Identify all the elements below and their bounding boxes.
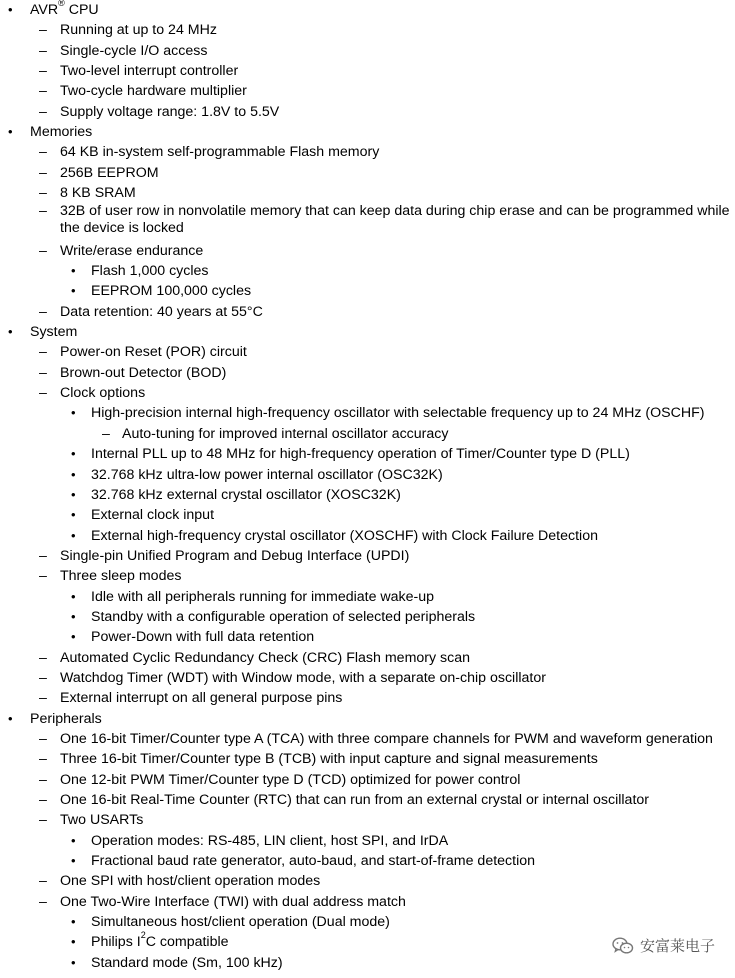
list-item-level-2 xyxy=(0,505,735,525)
list-item-level-1 xyxy=(0,648,735,668)
list-item-text: One 16-bit Timer/Counter type A (TCA) with three compare channels for PWM and waveform generation xyxy=(60,730,713,747)
bullet-icon: • xyxy=(71,283,76,299)
list-item-level-2 xyxy=(0,607,735,627)
list-item-text: Standard mode (Sm, 100 kHz) xyxy=(91,954,283,971)
list-item-level-1 xyxy=(0,41,735,61)
list-item-level-2 xyxy=(0,831,735,851)
list-item-level-3 xyxy=(0,424,735,444)
list-item-text: Philips $I^2C$ compatible xyxy=(91,930,229,951)
list-item-level-1 xyxy=(0,668,735,688)
list-item-text: Watchdog Timer (WDT) with Window mode, with a separate on-chip oscillator xyxy=(60,669,546,686)
list-item-level-1 xyxy=(0,892,735,912)
dash-icon: – xyxy=(39,303,47,320)
dash-icon: – xyxy=(39,83,47,100)
list-item-level-1 xyxy=(0,163,735,183)
list-item-text: 32.768 kHz external crystal oscillator (XOSC32K) xyxy=(91,486,401,503)
dash-icon: – xyxy=(39,164,47,181)
dash-icon: – xyxy=(39,812,47,829)
list-item-level-1 xyxy=(0,810,735,830)
bullet-icon: • xyxy=(71,405,76,421)
list-item-level-1 xyxy=(0,102,735,122)
list-item-level-1 xyxy=(0,302,735,322)
list-item-text: One SPI with host/client operation modes xyxy=(60,873,321,890)
dash-icon: – xyxy=(39,144,47,161)
list-item-text: 256B EEPROM xyxy=(60,164,159,181)
dash-icon: – xyxy=(39,751,47,768)
dash-icon: – xyxy=(39,649,47,666)
list-item-text: Data retention: 40 years at 55°C xyxy=(60,303,263,320)
watermark-text: 安富莱电子 xyxy=(639,938,715,955)
dash-icon: – xyxy=(39,63,47,80)
list-item-text: Peripherals xyxy=(30,710,102,727)
list-item-level-1 xyxy=(0,383,735,403)
list-item-text: Write/erase endurance xyxy=(60,242,204,259)
list-item-level-1 xyxy=(0,342,735,362)
list-item-text: 8 KB SRAM xyxy=(60,185,136,202)
list-item-text: Power-Down with full data retention xyxy=(91,629,315,646)
list-item-level-2 xyxy=(0,851,735,871)
dash-icon: – xyxy=(39,22,47,39)
dash-icon: – xyxy=(39,364,47,381)
dash-icon: – xyxy=(39,203,47,220)
list-item-text: One 12-bit PWM Timer/Counter type D (TCD) optimized for power control xyxy=(60,771,521,788)
list-item-text: Fractional baud rate generator, auto-baud, and start-of-frame detection xyxy=(91,853,536,870)
list-item-text: EEPROM 100,000 cycles xyxy=(91,283,252,300)
list-item-text: System xyxy=(30,324,78,341)
list-item-level-2 xyxy=(0,485,735,505)
list-item-text: Three sleep modes xyxy=(60,568,182,585)
bullet-icon: • xyxy=(71,263,76,279)
dash-icon: – xyxy=(39,185,47,202)
bullet-icon: • xyxy=(8,710,13,726)
list-item-text: Two USARTs xyxy=(60,812,144,829)
list-item-text: Memories xyxy=(30,124,93,141)
list-item-level-2 xyxy=(0,526,735,546)
list-item-level-2 xyxy=(0,587,735,607)
list-item-level-1 xyxy=(0,363,735,383)
list-item-text: Operation modes: RS-485, LIN client, host SPI, and IrDA xyxy=(91,832,449,849)
list-item-level-1 xyxy=(0,20,735,40)
bullet-icon: • xyxy=(71,608,76,624)
list-item-level-1 xyxy=(0,790,735,810)
dash-icon: – xyxy=(102,425,110,442)
bullet-icon: • xyxy=(8,2,13,17)
list-item-text: Auto-tuning for improved internal oscillator accuracy xyxy=(122,425,449,442)
bullet-icon: • xyxy=(8,124,13,140)
list-item-text: High-precision internal high-frequency oscillator with selectable frequency up to 24 MHz (OSCHF) xyxy=(91,405,705,422)
dash-icon: – xyxy=(39,242,47,259)
list-item-text: Simultaneous host/client operation (Dual mode) xyxy=(91,914,390,931)
list-item-level-2 xyxy=(0,403,735,423)
list-item-level-1 xyxy=(0,183,735,203)
list-item-level-2 xyxy=(0,465,735,485)
list-item-level-0 xyxy=(0,0,735,20)
list-item-text: 64 KB in-system self-programmable Flash memory xyxy=(60,144,380,161)
dash-icon: – xyxy=(39,385,47,402)
dash-icon: – xyxy=(39,547,47,564)
list-item-level-1 xyxy=(0,81,735,101)
list-item-level-1 xyxy=(0,546,735,566)
dash-icon: – xyxy=(39,690,47,707)
list-item-text: One Two-Wire Interface (TWI) with dual address match xyxy=(60,893,406,910)
dash-icon: – xyxy=(39,893,47,910)
list-item-level-2 xyxy=(0,912,735,932)
list-item-text: Flash 1,000 cycles xyxy=(91,263,209,280)
bullet-icon: • xyxy=(71,629,76,645)
list-item-text: One 16-bit Real-Time Counter (RTC) that can run from an external crystal or internal oscillator xyxy=(60,792,650,809)
list-item-text: 32.768 kHz ultra-low power internal oscillator (OSC32K) xyxy=(91,466,443,483)
bullet-icon: • xyxy=(71,853,76,869)
list-item-text: Standby with a configurable operation of selected peripherals xyxy=(91,608,476,625)
list-item-level-1 xyxy=(0,566,735,586)
dash-icon: – xyxy=(39,42,47,59)
list-item-text: External clock input xyxy=(91,507,215,524)
list-item-level-2 xyxy=(0,281,735,301)
bullet-icon: • xyxy=(71,466,76,482)
bullet-icon: • xyxy=(71,507,76,523)
dash-icon: – xyxy=(39,103,47,120)
list-item-level-1 xyxy=(0,203,735,220)
list-item-text: Two-cycle hardware multiplier xyxy=(60,83,247,100)
list-item-text: External interrupt on all general purpose pins xyxy=(60,690,343,707)
list-item-level-1 xyxy=(0,770,735,790)
list-item-level-1 xyxy=(0,142,735,162)
list-item-text: 32B of user row in nonvolatile memory that can keep data during chip erase and can be programmed while xyxy=(60,203,730,220)
list-item-text: Running at up to 24 MHz xyxy=(60,22,217,39)
superscript: ® xyxy=(58,0,65,8)
dash-icon: – xyxy=(39,568,47,585)
list-item-level-1 xyxy=(0,241,735,261)
list-item-text: Internal PLL up to 48 MHz for high-frequency operation of Timer/Counter type D (PLL) xyxy=(91,446,630,463)
bullet-icon: • xyxy=(8,324,13,340)
bullet-icon: • xyxy=(71,446,76,462)
list-item-level-1 xyxy=(0,871,735,891)
list-item-text: Clock options xyxy=(60,385,146,402)
dash-icon: – xyxy=(39,730,47,747)
list-item-text: Three 16-bit Timer/Counter type B (TCB) with input capture and signal measurements xyxy=(60,751,598,768)
bullet-icon: • xyxy=(71,934,76,950)
bullet-icon: • xyxy=(71,914,76,930)
watermark xyxy=(612,935,715,956)
list-item-text: Idle with all peripherals running for immediate wake-up xyxy=(91,588,435,605)
dash-icon: – xyxy=(39,873,47,890)
list-item-text: External high-frequency crystal oscillator (XOSCHF) with Clock Failure Detection xyxy=(91,527,598,544)
bullet-icon: • xyxy=(71,832,76,848)
list-item-text: the device is locked xyxy=(60,220,184,237)
list-item-level-1 xyxy=(0,729,735,749)
dash-icon: – xyxy=(39,792,47,809)
list-item-text: Single-pin Unified Program and Debug Interface (UPDI) xyxy=(60,547,410,564)
list-item-level-2 xyxy=(0,444,735,464)
bullet-icon: • xyxy=(71,527,76,543)
bullet-icon: • xyxy=(71,588,76,604)
list-item-level-1 xyxy=(0,688,735,708)
list-item-level-1 xyxy=(0,61,735,81)
list-item-level-0 xyxy=(0,709,735,729)
list-item-text: Supply voltage range: 1.8V to 5.5V xyxy=(60,103,280,120)
superscript: 2 xyxy=(140,930,146,941)
list-item-text: Automated Cyclic Redundancy Check (CRC) Flash memory scan xyxy=(60,649,471,666)
wechat-icon xyxy=(612,937,634,955)
bullet-icon: • xyxy=(71,486,76,502)
list-item-text: Brown-out Detector (BOD) xyxy=(60,364,227,381)
bullet-icon: • xyxy=(71,954,76,970)
list-item-level-2 xyxy=(0,261,735,281)
list-item-level-0 xyxy=(0,322,735,342)
list-item-level-1 xyxy=(0,220,735,241)
dash-icon: – xyxy=(39,344,47,361)
list-item-text: Two-level interrupt controller xyxy=(60,63,239,80)
list-item-level-1 xyxy=(0,749,735,769)
list-item-level-0 xyxy=(0,122,735,142)
list-item-level-2 xyxy=(0,627,735,647)
list-item-text: AVR® CPU xyxy=(30,0,99,18)
dash-icon: – xyxy=(39,669,47,686)
list-item-text: Single-cycle I/O access xyxy=(60,42,208,59)
dash-icon: – xyxy=(39,771,47,788)
list-item-text: Power-on Reset (POR) circuit xyxy=(60,344,247,361)
